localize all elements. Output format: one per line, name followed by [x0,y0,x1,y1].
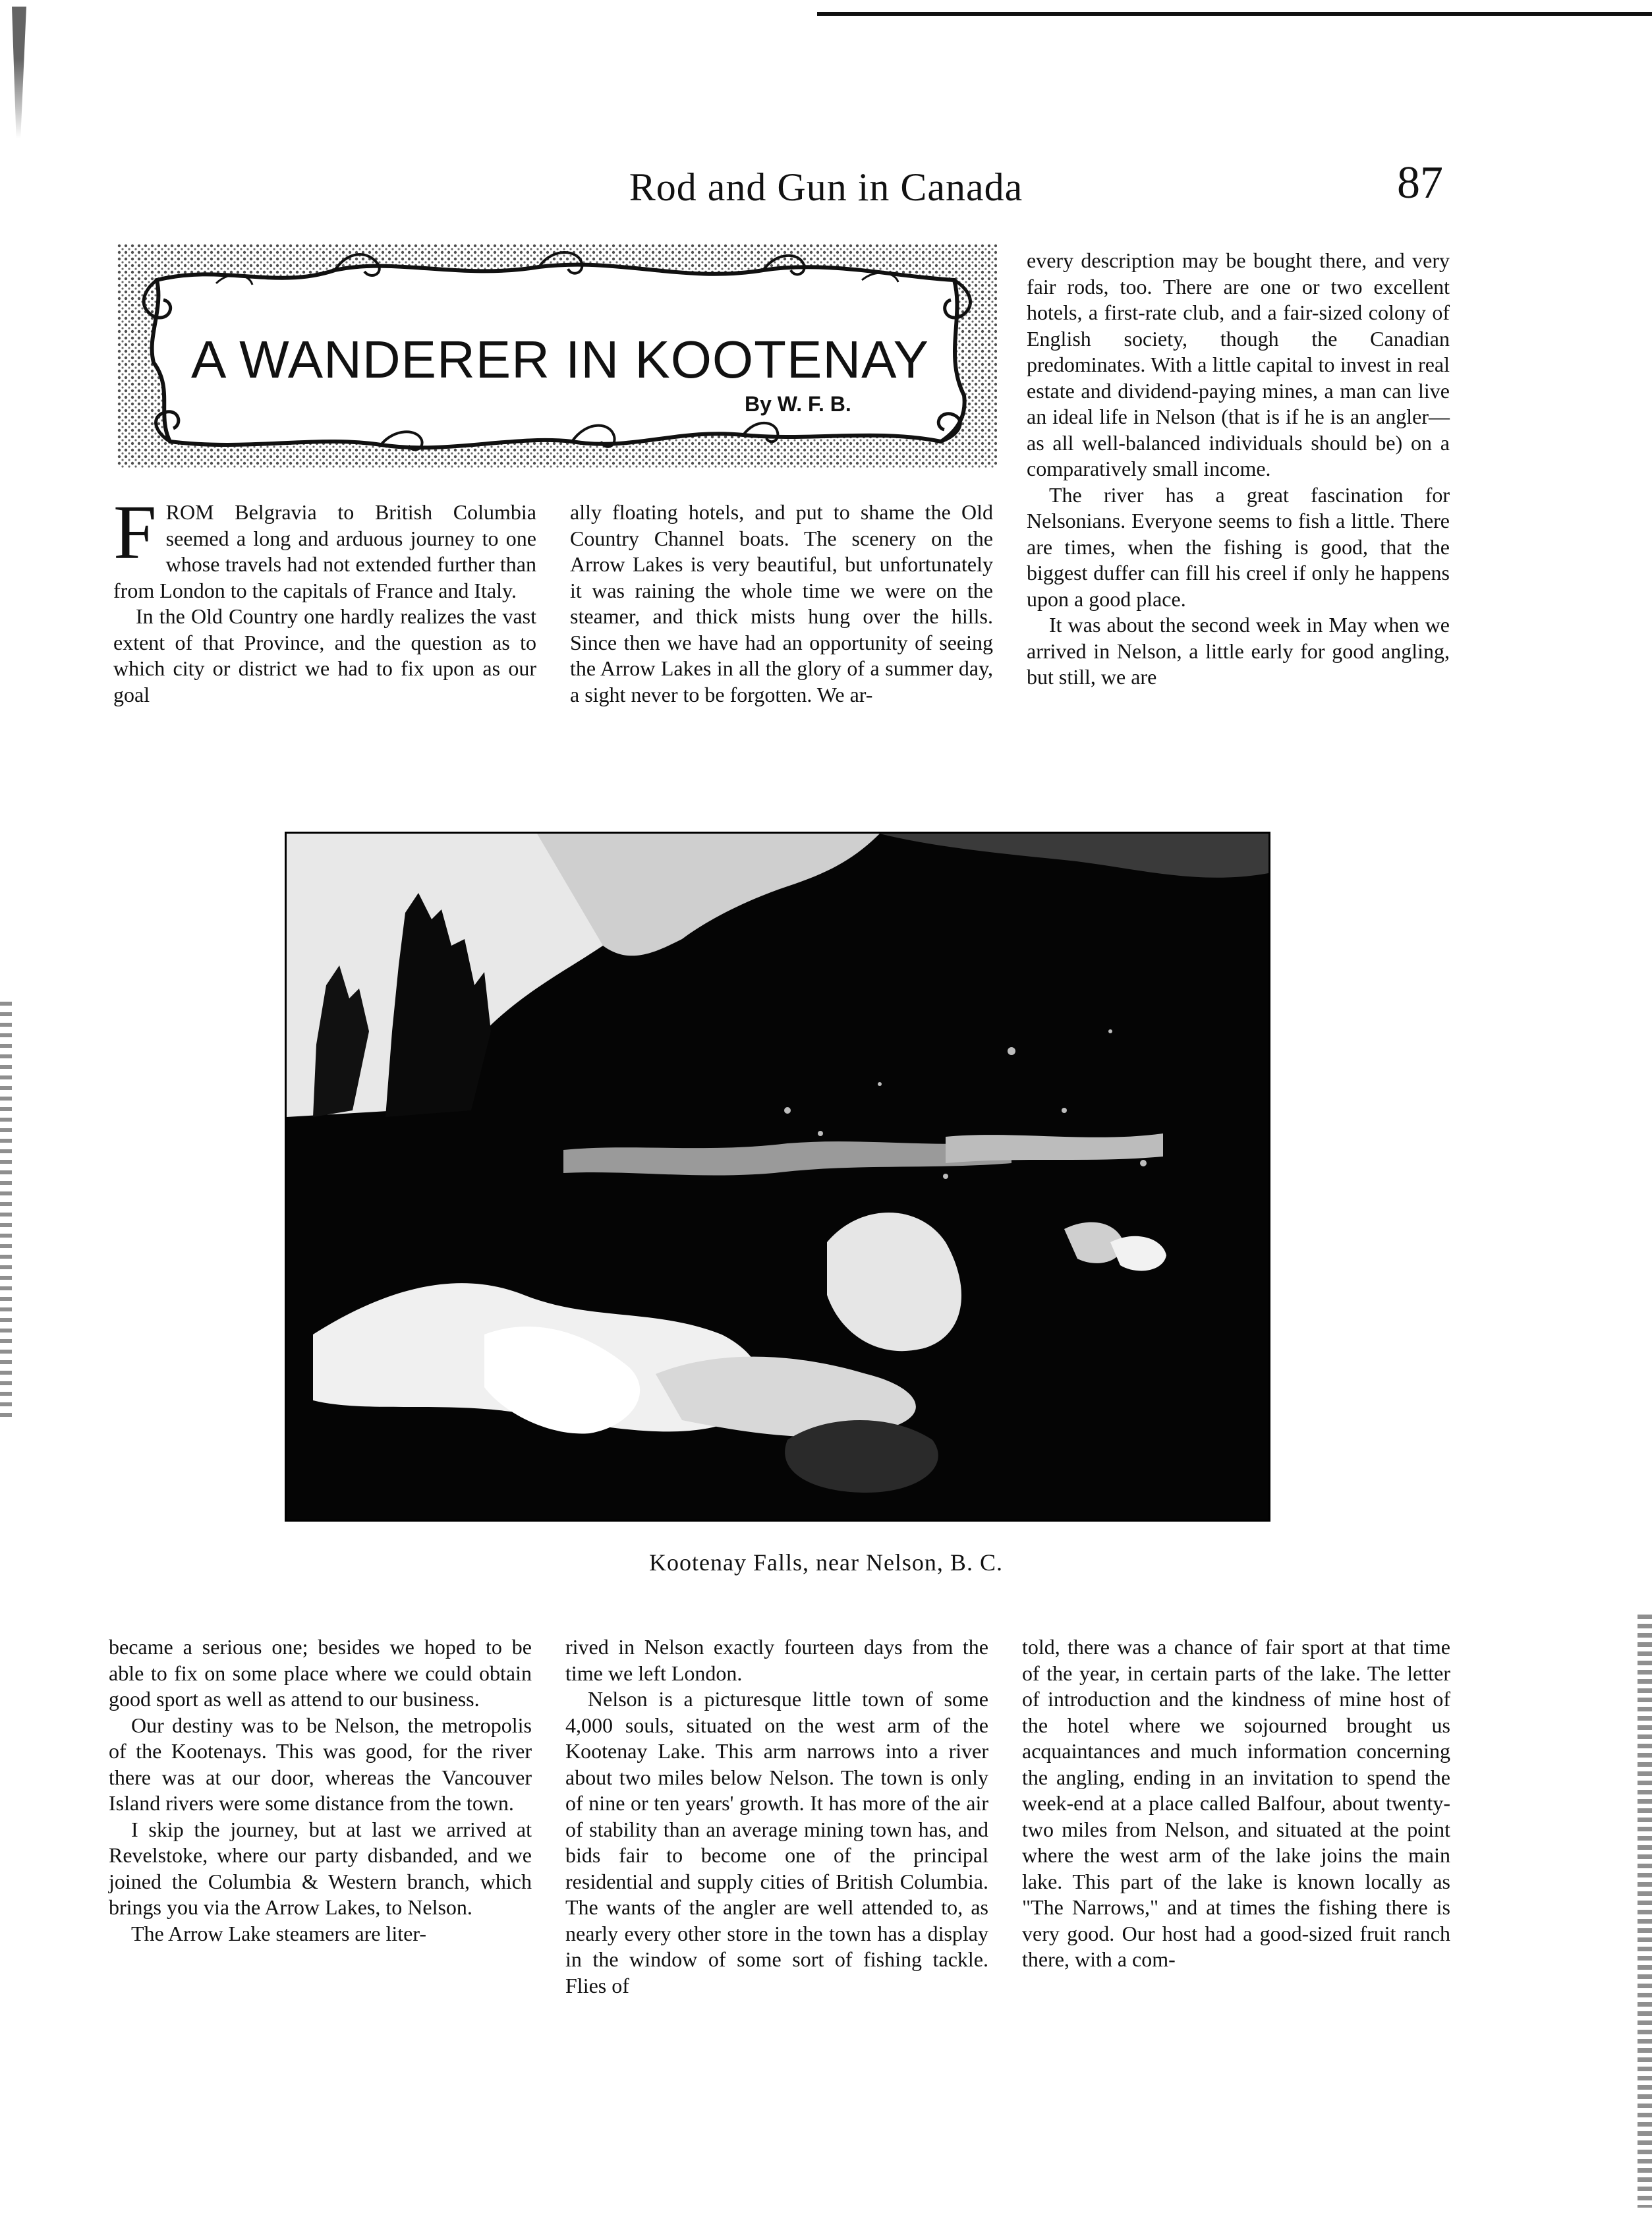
page-number: 87 [1397,158,1443,208]
paragraph: Nelson is a picturesque little town of some 4,000 souls, situated on the west arm of the Kootenay Lake. This arm narrows into a river about two miles below Nelson. The town is only of nine or ten years' growth. It has more of the air of stability than an average mining town has, and bids fair to become one of the principal residential and supply cities of British Columbia. The wants of the angler are well attended to, as nearly every other store in the town has a display in the window of some sort of fishing tackle. Flies of [565,1687,988,1997]
column-3-upper [1027,248,1450,691]
article-title: A WANDERER IN KOOTENAY [191,330,929,389]
column-1-upper [113,489,536,708]
paragraph: The river has a great fascination for Nelsonians. Everyone seems to fish a little. There are times, when the fishing is good, that the biggest duffer can fill his creel if only he happens upon a good place. [1027,482,1450,611]
paragraph: Our destiny was to be Nelson, the metropolis of the Kootenays. This was good, for the river there was at our door, whereas the Vancouver Island rivers were some distance from the town. [109,1713,532,1815]
column-3-lower [1022,1634,1450,1973]
scan-edge-mark [1638,1615,1652,2208]
column-1-lower [109,1634,532,1947]
scan-edge-mark [12,7,26,138]
paragraph: every description may be bought there, and very fair rods, too. There are one or two excellent hotels, a first-rate club, and a fair-sized colony of English society, though the Canadian predominates. With a little capital to invest in real estate and dividend-paying mines, a man can live an ideal life in Nelson (that is if he is an angler—as all well-balanced individuals should be) on a comparatively small income. [1027,248,1450,480]
column-2-upper [570,500,993,708]
paragraph: It was about the second week in May when we arrived in Nelson, a little early for good angling, but still, we are [1027,613,1450,689]
paragraph: rived in Nelson exactly fourteen days from the time we left London. [565,1635,988,1685]
paragraph: ally floating hotels, and put to shame the Old Country Channel boats. The scenery on the Arrow Lakes is very beautiful, but unfortunately it was raining the whole time we were on the steamer, and thick mists hung over the hills. Since then we have had an opportunity of seeing the Arrow Lakes in all the glory of a summer day, a sight never to be forgotten. We ar- [570,500,993,706]
paragraph: became a serious one; besides we hoped to be able to fix on some place where we could obtain good sport as well as attend to our business. [109,1635,532,1711]
paragraph: The Arrow Lake steamers are liter- [131,1921,427,1945]
top-rule [817,12,1652,16]
running-head: Rod and Gun in Canada [629,165,1023,209]
opening-paragraph: FROM Belgravia to British Columbia seemed a long and arduous journey to one whose travels had not extended further than from London to the capitals of France and Italy. [113,489,536,602]
article-byline: By W. F. B. [745,392,851,416]
kootenay-falls-photo [285,832,1270,1522]
scan-edge-mark [0,1002,12,1423]
paragraph: I skip the journey, but at last we arrived at Revelstoke, where our party disbanded, and we joined the Columbia & Western branch, which brings you via the Arrow Lakes, to Nelson. [109,1817,532,1919]
paragraph: In the Old Country one hardly realizes the vast extent of that Province, and the question as to which city or district we had to fix upon as our goal [113,604,536,706]
paragraph: told, there was a chance of fair sport at that time of the year, in certain parts of the lake. The letter of introduction and the kindness of mine host of the hotel where we sojourned brought us acquaintances and much information concerning the angling, ending in an invitation to spend the week-end at a place called Balfour, about twenty-two miles from Nelson, and situated at the point where the west arm of the lake joins the main lake. This part of the lake is known locally as "The Narrows," and at times the fishing there is very good. Our host had a good-sized fruit ranch there, with a com- [1022,1635,1450,1971]
photo-caption: Kootenay Falls, near Nelson, B. C. [649,1549,1003,1576]
column-2-lower [565,1634,988,1999]
drop-cap: F [113,489,157,575]
